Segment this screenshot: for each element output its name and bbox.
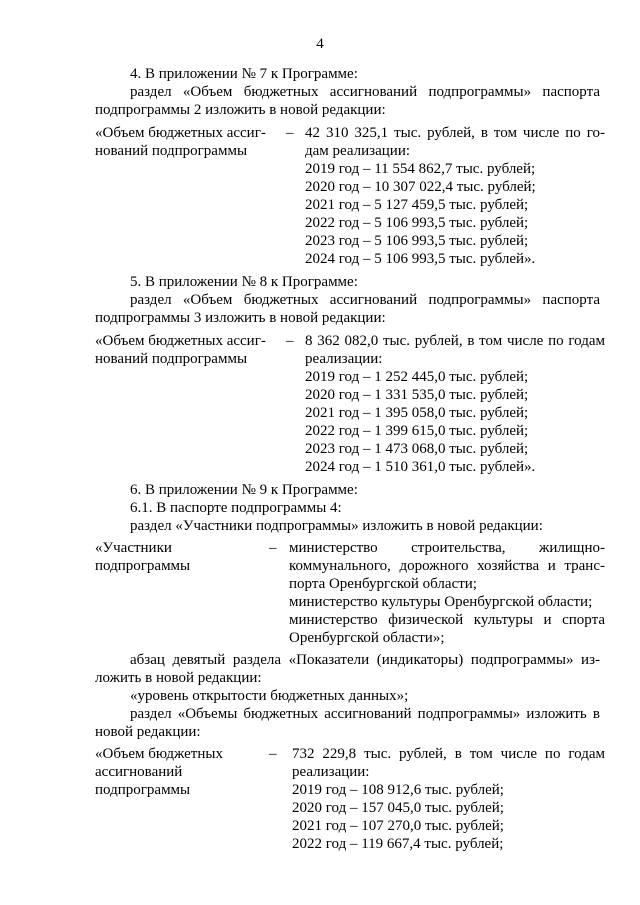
section-5-year-2020: 2020 год – 1 331 535,0 тыс. рублей; xyxy=(305,387,529,403)
participants-line-3: порта Оренбургской области; xyxy=(289,576,477,592)
section-4-intro-line-1: раздел «Объем бюджетных ассигнований подпрограммы» паспорта xyxy=(130,84,600,100)
volumes-label-line-3: подпрограммы xyxy=(95,782,191,798)
section-5-label-line-1: «Объем бюджетных ассиг- xyxy=(95,333,266,349)
participants-line-6: Оренбургской области»; xyxy=(289,630,445,646)
volumes-dash: – xyxy=(269,746,277,762)
section-6-participants-intro: раздел «Участники подпрограммы» изложить в новой редакции: xyxy=(130,518,543,534)
section-5-year-2019: 2019 год – 1 252 445,0 тыс. рублей; xyxy=(305,369,529,385)
participants-line-5: министерство физической культуры и спорта xyxy=(289,612,605,628)
section-4-total-line-2: дам реализации: xyxy=(305,143,411,159)
section-5-intro-line-1: раздел «Объем бюджетных ассигнований подпрограммы» паспорта xyxy=(130,292,600,308)
section-4-dash: – xyxy=(286,125,294,141)
section-4-year-2019: 2019 год – 11 554 862,7 тыс. рублей; xyxy=(305,161,536,177)
volumes-year-2020: 2020 год – 157 045,0 тыс. рублей; xyxy=(292,800,504,816)
section-5-total-line-2: реализации: xyxy=(305,351,383,367)
section-4-label-line-1: «Объем бюджетных ассиг- xyxy=(95,125,266,141)
volumes-label-line-1: «Объем бюджетных xyxy=(95,746,223,762)
indicators-paragraph-line-1: абзац девятый раздела «Показатели (индикаторы) подпрограммы» из- xyxy=(130,652,600,668)
section-5-heading: 5. В приложении № 8 к Программе: xyxy=(130,274,358,290)
volumes-year-2021: 2021 год – 107 270,0 тыс. рублей; xyxy=(292,818,504,834)
section-5-label-line-2: нований подпрограммы xyxy=(95,351,248,367)
section-5-total-line-1: 8 362 082,0 тыс. рублей, в том числе по годам xyxy=(305,333,605,349)
volumes-year-2022: 2022 год – 119 667,4 тыс. рублей; xyxy=(292,836,504,852)
participants-label-line-2: подпрограммы xyxy=(95,558,191,574)
section-5-year-2022: 2022 год – 1 399 615,0 тыс. рублей; xyxy=(305,423,529,439)
section-6-1-heading: 6.1. В паспорте подпрограммы 4: xyxy=(130,500,342,516)
budget-openness-text: «уровень открытости бюджетных данных»; xyxy=(130,688,409,704)
volumes-paragraph-line-1: раздел «Объемы бюджетных ассигнований подпрограммы» изложить в xyxy=(130,706,600,722)
volumes-label-line-2: ассигнований xyxy=(95,764,183,780)
volumes-paragraph-line-2: новой редакции: xyxy=(95,724,201,740)
page-number: 4 xyxy=(316,36,324,52)
section-4-intro-line-2: подпрограммы 2 изложить в новой редакции: xyxy=(95,102,386,118)
section-4-total-line-1: 42 310 325,1 тыс. рублей, в том числе по го- xyxy=(305,125,605,141)
section-6-heading: 6. В приложении № 9 к Программе: xyxy=(130,482,358,498)
section-4-year-2022: 2022 год – 5 106 993,5 тыс. рублей; xyxy=(305,215,529,231)
indicators-paragraph-line-2: ложить в новой редакции: xyxy=(95,670,262,686)
volumes-total-line-2: реализации: xyxy=(292,764,370,780)
section-5-year-2024: 2024 год – 1 510 361,0 тыс. рублей». xyxy=(305,459,536,475)
section-4-heading: 4. В приложении № 7 к Программе: xyxy=(130,66,358,82)
volumes-year-2019: 2019 год – 108 912,6 тыс. рублей; xyxy=(292,782,504,798)
section-5-year-2023: 2023 год – 1 473 068,0 тыс. рублей; xyxy=(305,441,529,457)
participants-line-4: министерство культуры Оренбургской области; xyxy=(289,594,593,610)
section-4-year-2024: 2024 год – 5 106 993,5 тыс. рублей». xyxy=(305,251,536,267)
section-5-dash: – xyxy=(286,333,294,349)
volumes-total-line-1: 732 229,8 тыс. рублей, в том числе по годам xyxy=(292,746,605,762)
participants-dash: – xyxy=(269,540,277,556)
section-4-year-2021: 2021 год – 5 127 459,5 тыс. рублей; xyxy=(305,197,529,213)
participants-label-line-1: «Участники xyxy=(95,540,172,556)
participants-line-2: коммунального, дорожного хозяйства и транс- xyxy=(289,558,605,574)
section-4-label-line-2: нований подпрограммы xyxy=(95,143,248,159)
section-4-year-2023: 2023 год – 5 106 993,5 тыс. рублей; xyxy=(305,233,529,249)
section-4-year-2020: 2020 год – 10 307 022,4 тыс. рублей; xyxy=(305,179,536,195)
section-5-year-2021: 2021 год – 1 395 058,0 тыс. рублей; xyxy=(305,405,529,421)
participants-line-1: министерство строительства, жилищно- xyxy=(289,540,605,556)
section-5-intro-line-2: подпрограммы 3 изложить в новой редакции: xyxy=(95,310,386,326)
